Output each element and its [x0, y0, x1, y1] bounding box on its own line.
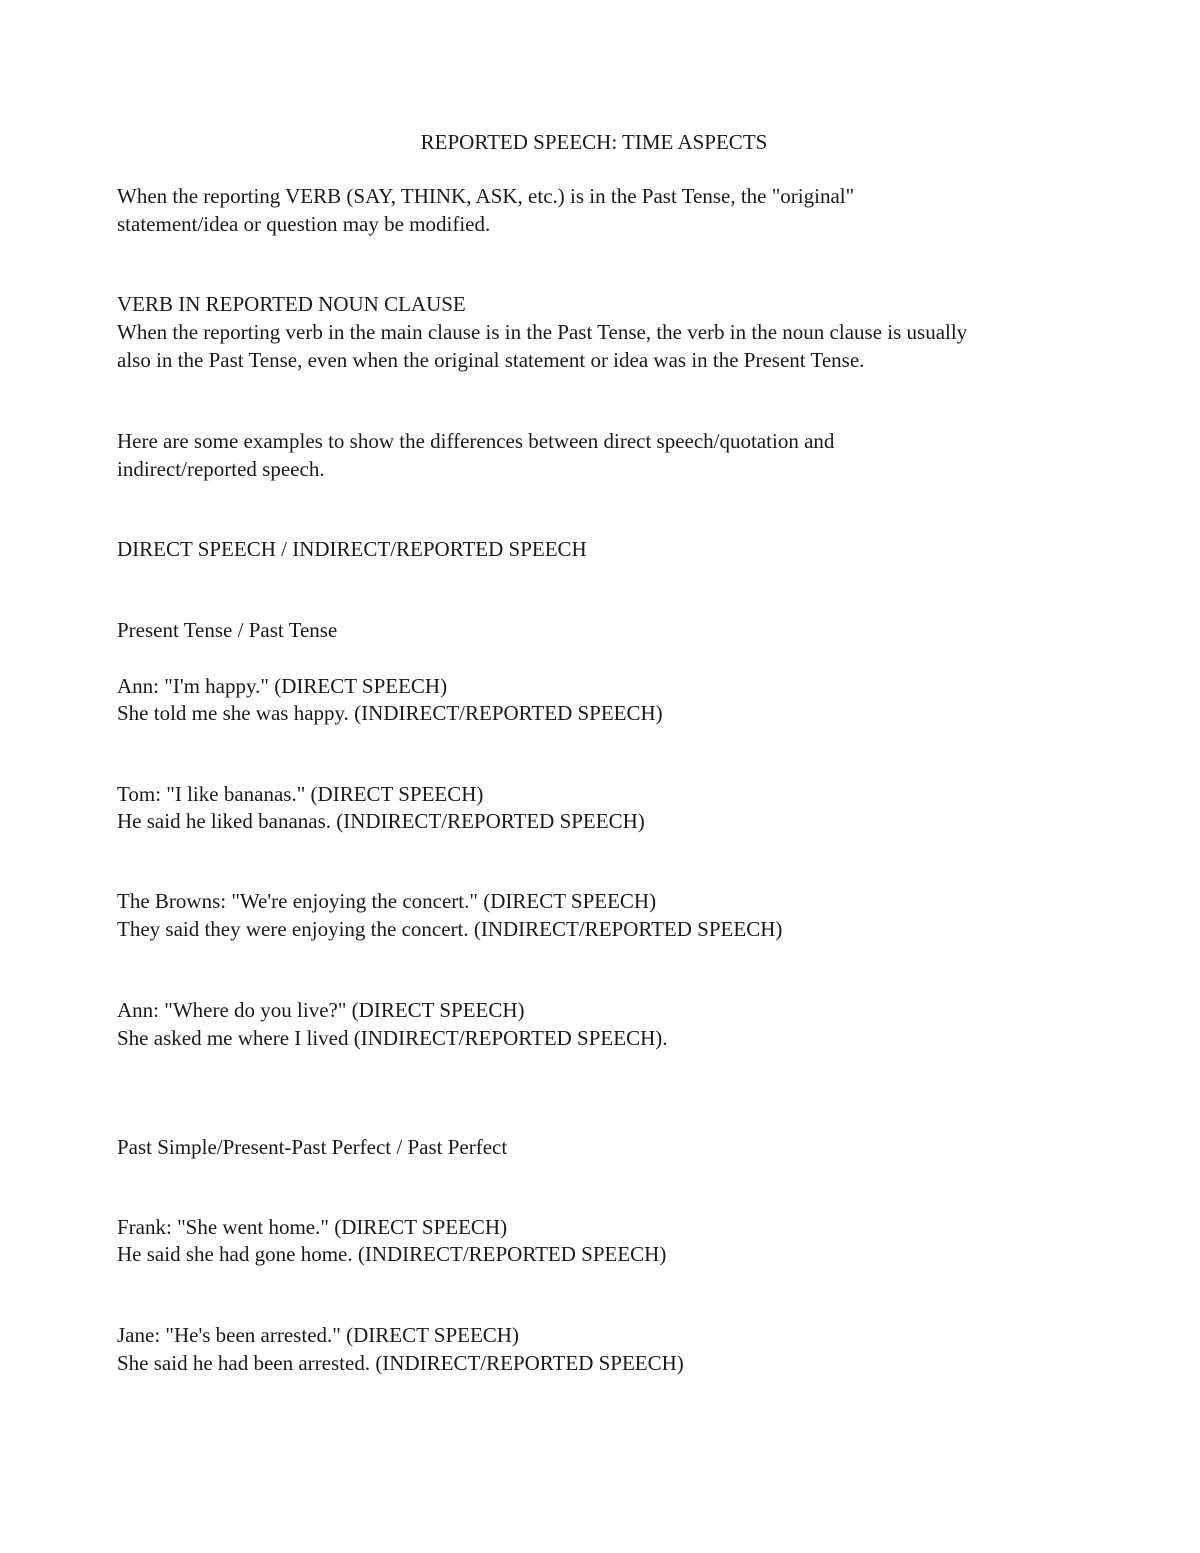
examples-intro-line-1: Here are some examples to show the differences between direct speech/quotation and [117, 429, 835, 453]
example-direct: Jane: "He's been arrested." (DIRECT SPEECH) [117, 1323, 519, 1347]
example-direct: Ann: "Where do you live?" (DIRECT SPEECH) [117, 998, 525, 1022]
table-heading: DIRECT SPEECH / INDIRECT/REPORTED SPEECH [117, 537, 587, 561]
example-direct: Tom: "I like bananas." (DIRECT SPEECH) [117, 782, 484, 806]
intro-line-1: When the reporting VERB (SAY, THINK, ASK, etc.) is in the Past Tense, the "original" [117, 184, 855, 208]
example-direct: The Browns: "We're enjoying the concert." (DIRECT SPEECH) [117, 889, 657, 913]
section-verb-line-1: When the reporting verb in the main clause is in the Past Tense, the verb in the noun clause is usually [117, 320, 968, 344]
example-direct: Ann: "I'm happy." (DIRECT SPEECH) [117, 674, 448, 698]
example-reported: She asked me where I lived (INDIRECT/REPORTED SPEECH). [117, 1026, 668, 1050]
example-reported: He said he liked bananas. (INDIRECT/REPORTED SPEECH) [117, 809, 645, 833]
example-reported: They said they were enjoying the concert. (INDIRECT/REPORTED SPEECH) [117, 917, 783, 941]
example-reported: She said he had been arrested. (INDIRECT/REPORTED SPEECH) [117, 1351, 684, 1375]
group-heading-present: Present Tense / Past Tense [117, 618, 338, 642]
group-heading-past: Past Simple/Present-Past Perfect / Past Perfect [117, 1135, 508, 1159]
example-direct: Frank: "She went home." (DIRECT SPEECH) [117, 1215, 508, 1239]
example-reported: She told me she was happy. (INDIRECT/REPORTED SPEECH) [117, 701, 663, 725]
examples-intro-line-2: indirect/reported speech. [117, 457, 325, 481]
section-verb-line-2: also in the Past Tense, even when the original statement or idea was in the Present Tense. [117, 348, 865, 372]
example-reported: He said she had gone home. (INDIRECT/REPORTED SPEECH) [117, 1242, 667, 1266]
page-title: REPORTED SPEECH: TIME ASPECTS [420, 130, 768, 154]
intro-line-2: statement/idea or question may be modified. [117, 212, 491, 236]
section-heading-verb: VERB IN REPORTED NOUN CLAUSE [117, 292, 466, 316]
